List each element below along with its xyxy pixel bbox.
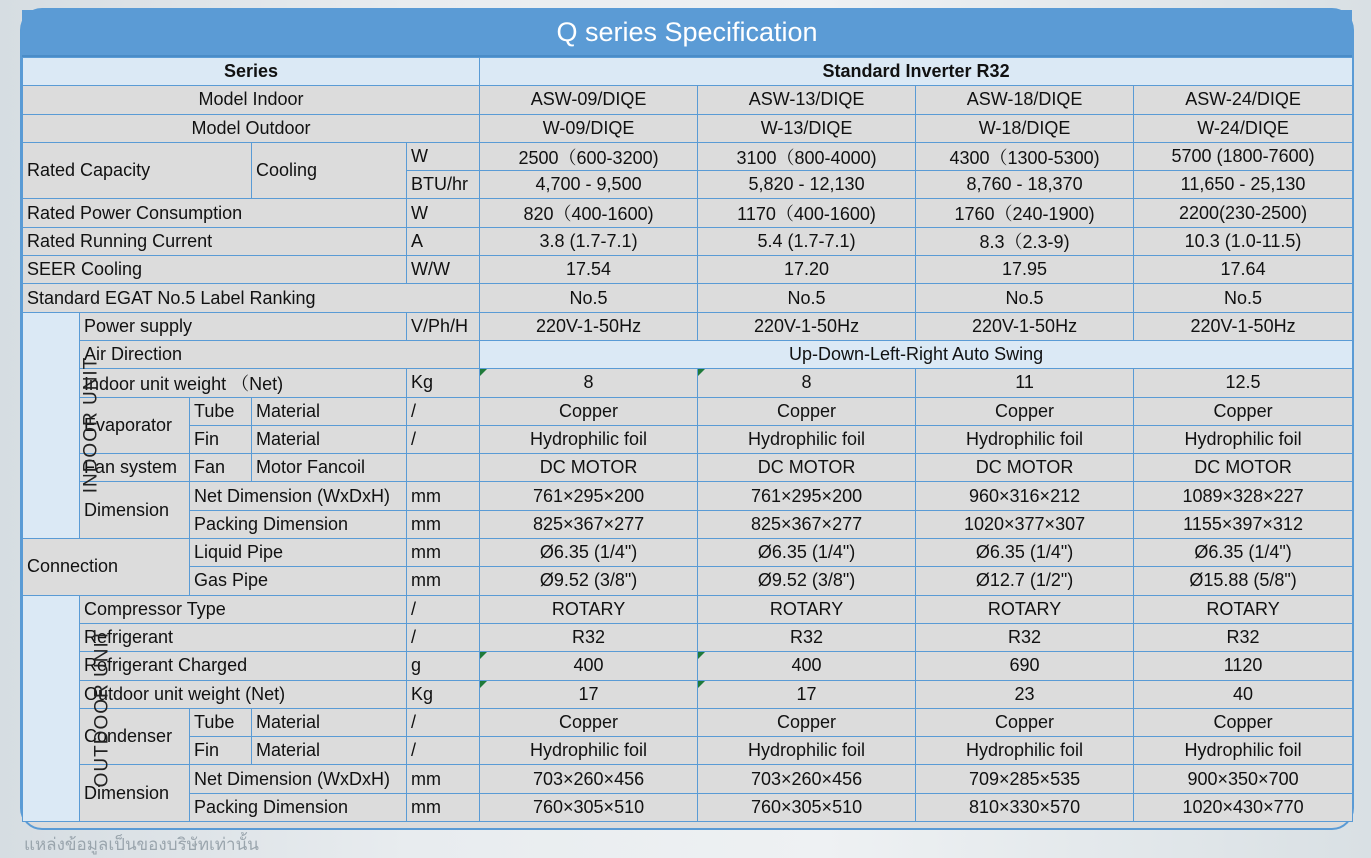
- value-cell: Hydrophilic foil: [1134, 737, 1353, 765]
- connection-label: Connection: [23, 539, 190, 596]
- value-cell: Hydrophilic foil: [698, 737, 916, 765]
- value-cell: Hydrophilic foil: [480, 425, 698, 453]
- unit-cell: /: [407, 737, 480, 765]
- value-cell: 400: [698, 652, 916, 680]
- rated-capacity-label: Rated Capacity: [23, 142, 252, 199]
- model-outdoor-cell: W-18/DIQE: [916, 114, 1134, 142]
- value-cell: 220V-1-50Hz: [1134, 312, 1353, 340]
- condenser-fin-row: [23, 737, 1353, 765]
- value-cell: 8,760 - 18,370: [916, 171, 1134, 199]
- value-cell: Ø15.88 (5/8"): [1134, 567, 1353, 595]
- value-cell: ROTARY: [480, 595, 698, 623]
- unit-cell: g: [407, 652, 480, 680]
- compressor-row: [23, 595, 1353, 623]
- unit-cell: mm: [407, 793, 480, 821]
- value-cell: 220V-1-50Hz: [480, 312, 698, 340]
- tube-label: Tube: [190, 708, 252, 736]
- material-label: Material: [252, 425, 407, 453]
- packing-dimension-label: Packing Dimension: [190, 510, 407, 538]
- value-cell: Hydrophilic foil: [480, 737, 698, 765]
- unit-cell: W: [407, 199, 480, 227]
- value-cell: 900×350×700: [1134, 765, 1353, 793]
- value-cell: Copper: [1134, 708, 1353, 736]
- unit-cell: /: [407, 397, 480, 425]
- refrigerant-charged-row: [23, 652, 1353, 680]
- spec-sheet: [20, 8, 1354, 830]
- value-cell: 5700 (1800-7600): [1134, 142, 1353, 170]
- evaporator-fin-row: [23, 425, 1353, 453]
- value-cell: 3100（800-4000): [698, 142, 916, 170]
- unit-cell: mm: [407, 765, 480, 793]
- value-cell: No.5: [1134, 284, 1353, 312]
- value-cell: 400: [480, 652, 698, 680]
- value-cell: No.5: [916, 284, 1134, 312]
- model-outdoor-cell: W-24/DIQE: [1134, 114, 1353, 142]
- outdoor-unit-group-label: OUTDOOR UNIT: [23, 595, 80, 821]
- row-label: Rated Power Consumption: [23, 199, 407, 227]
- unit-cell: /: [407, 623, 480, 651]
- dimension-label: Dimension: [80, 765, 190, 822]
- indoor-weight-row: [23, 369, 1353, 397]
- value-cell: 690: [916, 652, 1134, 680]
- unit-cell: /: [407, 708, 480, 736]
- unit-cell: /: [407, 425, 480, 453]
- model-outdoor-row: [23, 114, 1353, 142]
- outdoor-weight-row: [23, 680, 1353, 708]
- value-cell: 11: [916, 369, 1134, 397]
- unit-cell: Kg: [407, 680, 480, 708]
- spec-table: [22, 57, 1353, 822]
- egat-row: [23, 284, 1353, 312]
- cooling-label: Cooling: [252, 142, 407, 199]
- model-indoor-label: Model Indoor: [23, 86, 480, 114]
- model-indoor-row: [23, 86, 1353, 114]
- value-cell: Ø9.52 (3/8"): [698, 567, 916, 595]
- value-cell: R32: [698, 623, 916, 651]
- condenser-tube-row: [23, 708, 1353, 736]
- value-cell: 17: [698, 680, 916, 708]
- liquid-pipe-label: Liquid Pipe: [190, 539, 407, 567]
- unit-cell: [407, 454, 480, 482]
- value-cell: 761×295×200: [698, 482, 916, 510]
- value-cell: 1170（400-1600): [698, 199, 916, 227]
- model-outdoor-cell: W-09/DIQE: [480, 114, 698, 142]
- unit-cell: mm: [407, 510, 480, 538]
- value-cell: 17.54: [480, 256, 698, 284]
- value-cell: 761×295×200: [480, 482, 698, 510]
- power-row: [23, 199, 1353, 227]
- packing-dimension-label: Packing Dimension: [190, 793, 407, 821]
- model-indoor-cell: ASW-13/DIQE: [698, 86, 916, 114]
- motor-fancoil-label: Motor Fancoil: [252, 454, 407, 482]
- value-cell: 1760（240-1900): [916, 199, 1134, 227]
- value-cell: ROTARY: [698, 595, 916, 623]
- liquid-pipe-row: [23, 539, 1353, 567]
- value-cell: ROTARY: [916, 595, 1134, 623]
- fin-label: Fin: [190, 425, 252, 453]
- value-cell: ROTARY: [1134, 595, 1353, 623]
- value-cell: 810×330×570: [916, 793, 1134, 821]
- row-label: Refrigerant Charged: [80, 652, 407, 680]
- value-cell: 1020×377×307: [916, 510, 1134, 538]
- value-cell: DC MOTOR: [916, 454, 1134, 482]
- value-cell: 23: [916, 680, 1134, 708]
- value-cell: 10.3 (1.0-11.5): [1134, 227, 1353, 255]
- value-cell: Copper: [480, 708, 698, 736]
- value-cell: DC MOTOR: [1134, 454, 1353, 482]
- value-cell: R32: [480, 623, 698, 651]
- value-cell: 5,820 - 12,130: [698, 171, 916, 199]
- fan-label: Fan: [190, 454, 252, 482]
- value-cell: 825×367×277: [480, 510, 698, 538]
- row-label: Compressor Type: [80, 595, 407, 623]
- unit-cell: mm: [407, 482, 480, 510]
- value-cell: 703×260×456: [480, 765, 698, 793]
- value-cell: R32: [916, 623, 1134, 651]
- rated-capacity-w-row: [23, 142, 1353, 170]
- value-cell: 760×305×510: [698, 793, 916, 821]
- value-cell: Copper: [916, 397, 1134, 425]
- value-cell: 4300（1300-5300): [916, 142, 1134, 170]
- tube-label: Tube: [190, 397, 252, 425]
- series-value: Standard Inverter R32: [480, 58, 1353, 86]
- fan-system-row: [23, 454, 1353, 482]
- row-label: Outdoor unit weight (Net): [80, 680, 407, 708]
- value-cell: 3.8 (1.7-7.1): [480, 227, 698, 255]
- value-cell: Hydrophilic foil: [916, 425, 1134, 453]
- model-indoor-cell: ASW-24/DIQE: [1134, 86, 1353, 114]
- value-cell: 8: [480, 369, 698, 397]
- gas-pipe-label: Gas Pipe: [190, 567, 407, 595]
- net-dimension-label: Net Dimension (WxDxH): [190, 482, 407, 510]
- outdoor-packing-dimension-row: [23, 793, 1353, 821]
- unit-cell: mm: [407, 567, 480, 595]
- value-cell: DC MOTOR: [698, 454, 916, 482]
- value-cell: Copper: [916, 708, 1134, 736]
- value-cell: Ø6.35 (1/4"): [480, 539, 698, 567]
- unit-cell: W: [407, 142, 480, 170]
- air-direction-value: Up-Down-Left-Right Auto Swing: [480, 340, 1353, 368]
- value-cell: Copper: [480, 397, 698, 425]
- value-cell: 8: [698, 369, 916, 397]
- net-dimension-label: Net Dimension (WxDxH): [190, 765, 407, 793]
- value-cell: 703×260×456: [698, 765, 916, 793]
- seer-row: [23, 256, 1353, 284]
- model-indoor-cell: ASW-18/DIQE: [916, 86, 1134, 114]
- value-cell: 825×367×277: [698, 510, 916, 538]
- unit-cell: BTU/hr: [407, 171, 480, 199]
- value-cell: 17.64: [1134, 256, 1353, 284]
- refrigerant-row: [23, 623, 1353, 651]
- material-label: Material: [252, 737, 407, 765]
- value-cell: 1089×328×227: [1134, 482, 1353, 510]
- value-cell: 4,700 - 9,500: [480, 171, 698, 199]
- row-label: Standard EGAT No.5 Label Ranking: [23, 284, 480, 312]
- value-cell: 2200(230-2500): [1134, 199, 1353, 227]
- value-cell: 220V-1-50Hz: [698, 312, 916, 340]
- value-cell: 17: [480, 680, 698, 708]
- value-cell: 8.3（2.3-9): [916, 227, 1134, 255]
- evaporator-label: Evaporator: [80, 397, 190, 454]
- value-cell: R32: [1134, 623, 1353, 651]
- value-cell: Ø9.52 (3/8"): [480, 567, 698, 595]
- material-label: Material: [252, 397, 407, 425]
- unit-cell: A: [407, 227, 480, 255]
- value-cell: No.5: [698, 284, 916, 312]
- evaporator-tube-row: [23, 397, 1353, 425]
- value-cell: Copper: [698, 708, 916, 736]
- indoor-net-dimension-row: [23, 482, 1353, 510]
- value-cell: 40: [1134, 680, 1353, 708]
- value-cell: 709×285×535: [916, 765, 1134, 793]
- fin-label: Fin: [190, 737, 252, 765]
- value-cell: 820（400-1600): [480, 199, 698, 227]
- value-cell: Hydrophilic foil: [916, 737, 1134, 765]
- unit-cell: W/W: [407, 256, 480, 284]
- value-cell: Ø6.35 (1/4"): [916, 539, 1134, 567]
- value-cell: DC MOTOR: [480, 454, 698, 482]
- row-label: SEER Cooling: [23, 256, 407, 284]
- condenser-label: Condenser: [80, 708, 190, 765]
- value-cell: 760×305×510: [480, 793, 698, 821]
- value-cell: No.5: [480, 284, 698, 312]
- material-label: Material: [252, 708, 407, 736]
- value-cell: Copper: [1134, 397, 1353, 425]
- row-label: Air Direction: [80, 340, 480, 368]
- value-cell: Ø6.35 (1/4"): [1134, 539, 1353, 567]
- value-cell: Hydrophilic foil: [698, 425, 916, 453]
- value-cell: 12.5: [1134, 369, 1353, 397]
- page-title: Q series Specification: [22, 10, 1352, 57]
- model-outdoor-label: Model Outdoor: [23, 114, 480, 142]
- value-cell: 1120: [1134, 652, 1353, 680]
- row-label: Refrigerant: [80, 623, 407, 651]
- fan-system-label: Fan system: [80, 454, 190, 482]
- air-direction-row: [23, 340, 1353, 368]
- value-cell: 5.4 (1.7-7.1): [698, 227, 916, 255]
- value-cell: 2500（600-3200): [480, 142, 698, 170]
- row-label: Rated Running Current: [23, 227, 407, 255]
- current-row: [23, 227, 1353, 255]
- unit-cell: mm: [407, 539, 480, 567]
- row-label: Power supply: [80, 312, 407, 340]
- value-cell: 11,650 - 25,130: [1134, 171, 1353, 199]
- power-supply-row: [23, 312, 1353, 340]
- outdoor-net-dimension-row: [23, 765, 1353, 793]
- indoor-packing-dimension-row: [23, 510, 1353, 538]
- source-footnote: แหล่งข้อมูลเป็นของบริษัทเท่านั้น: [24, 835, 259, 854]
- value-cell: 960×316×212: [916, 482, 1134, 510]
- series-row: [23, 58, 1353, 86]
- unit-cell: V/Ph/H: [407, 312, 480, 340]
- value-cell: 17.20: [698, 256, 916, 284]
- unit-cell: /: [407, 595, 480, 623]
- dimension-label: Dimension: [80, 482, 190, 539]
- unit-cell: Kg: [407, 369, 480, 397]
- series-label: Series: [23, 58, 480, 86]
- value-cell: Ø12.7 (1/2"): [916, 567, 1134, 595]
- model-indoor-cell: ASW-09/DIQE: [480, 86, 698, 114]
- indoor-unit-group-label: INDOOR UNIT: [23, 312, 80, 538]
- value-cell: Copper: [698, 397, 916, 425]
- gas-pipe-row: [23, 567, 1353, 595]
- value-cell: 220V-1-50Hz: [916, 312, 1134, 340]
- value-cell: 17.95: [916, 256, 1134, 284]
- value-cell: 1155×397×312: [1134, 510, 1353, 538]
- value-cell: 1020×430×770: [1134, 793, 1353, 821]
- value-cell: Ø6.35 (1/4"): [698, 539, 916, 567]
- value-cell: Hydrophilic foil: [1134, 425, 1353, 453]
- model-outdoor-cell: W-13/DIQE: [698, 114, 916, 142]
- row-label: Indoor unit weight （Net): [80, 369, 407, 397]
